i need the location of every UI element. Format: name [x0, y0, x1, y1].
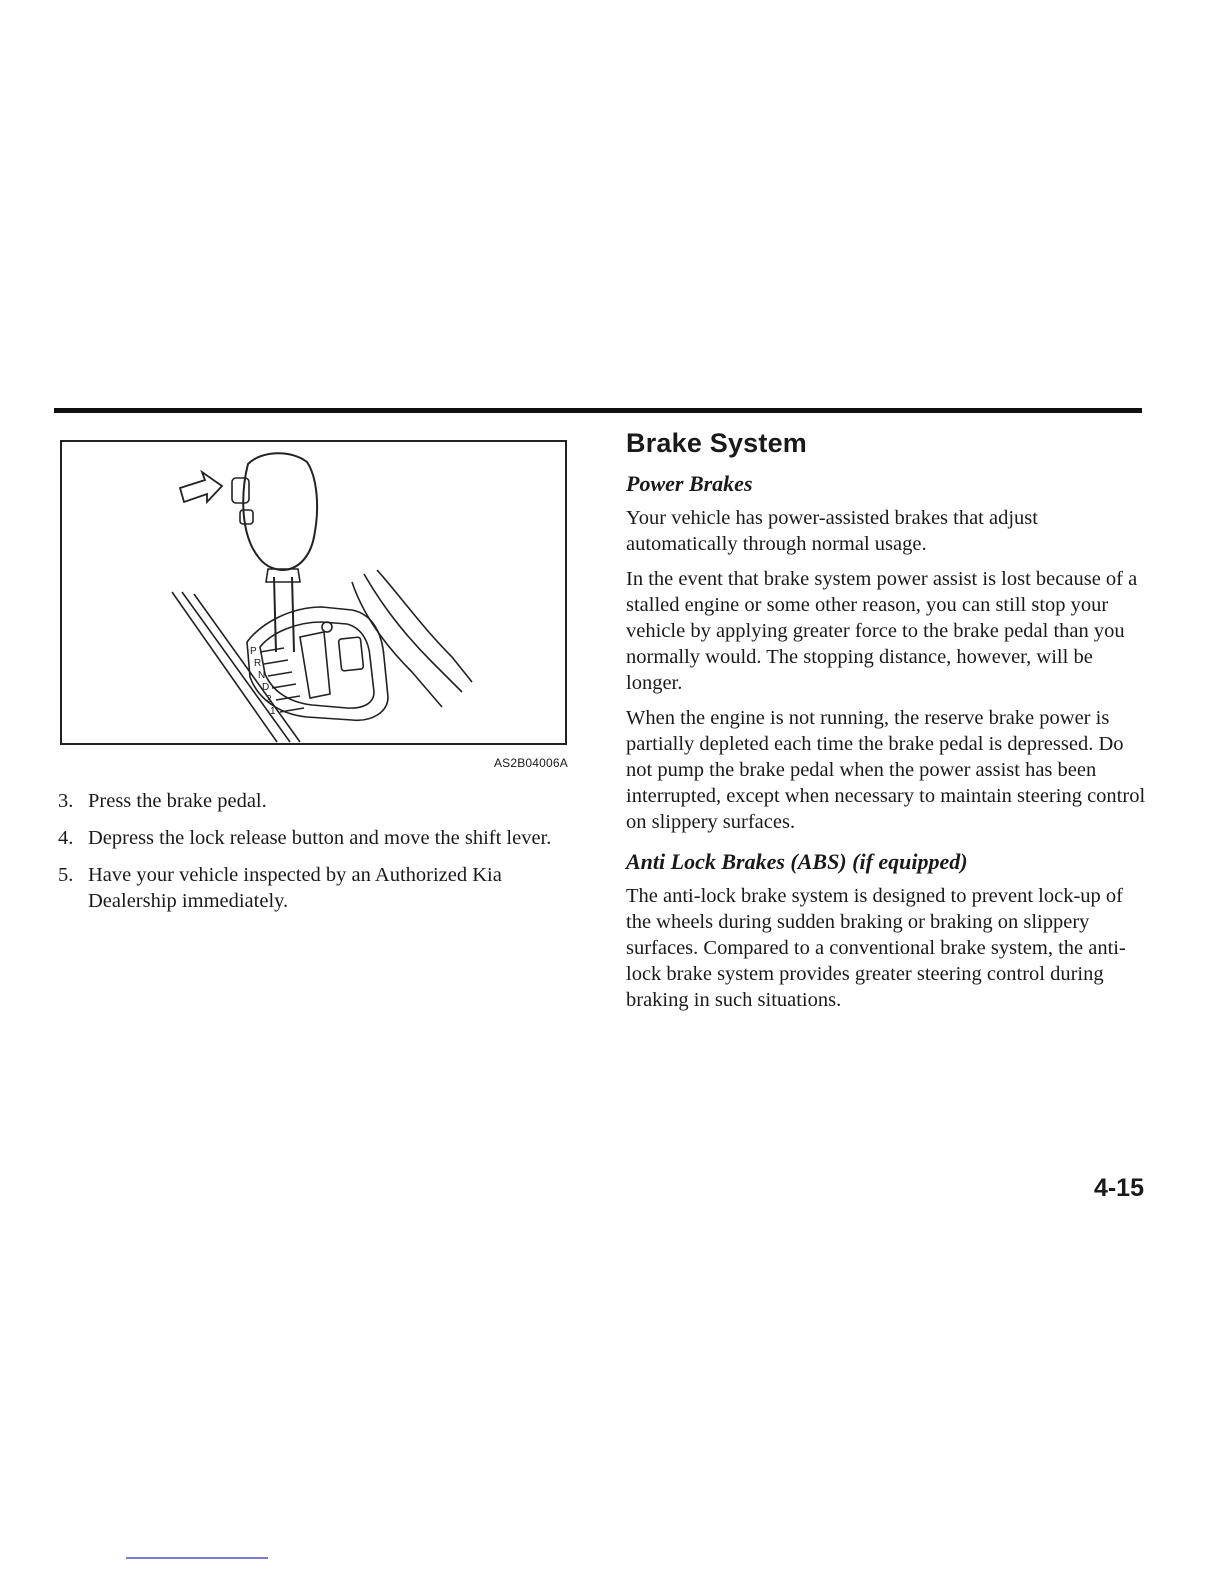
- gear-label-p: P: [250, 646, 257, 657]
- step-text: Depress the lock release button and move the shift lever.: [88, 827, 552, 849]
- brake-system-section: [626, 428, 1146, 1022]
- step-item: [58, 862, 573, 914]
- power-brakes-paragraph: Your vehicle has power-assisted brakes that adjust automatically through normal usage.: [626, 507, 1038, 555]
- power-brakes-paragraph: When the engine is not running, the reserve brake power is partially depleted each time the brake pedal is depressed. Do not pump the brake pedal when the power assist has been interrupted, except when necessary to maintain steering control on slippery surfaces.: [626, 707, 1146, 833]
- shift-lever-illustration: [60, 440, 567, 745]
- gear-label-2: 2: [266, 694, 272, 705]
- step-number: 4.: [58, 827, 74, 849]
- step-number: 5.: [58, 864, 74, 886]
- page-number: 4-15: [1093, 1174, 1144, 1202]
- footer-rule: [126, 1557, 268, 1559]
- gear-label-d: D: [262, 682, 270, 693]
- step-item: [58, 825, 573, 851]
- power-brakes-heading: Power Brakes: [626, 471, 753, 496]
- gear-label-n: N: [258, 670, 266, 681]
- step-text: Press the brake pedal.: [88, 790, 267, 812]
- gear-label-r: R: [254, 658, 262, 669]
- section-title: Brake System: [626, 428, 808, 458]
- abs-paragraph: The anti-lock brake system is designed to prevent lock-up of the wheels during sudden braking or braking on slippery surfaces. Compared to a conventional brake system, the anti-lock brake system provides greater steering control during braking in such situations.: [626, 885, 1126, 1011]
- gear-label-1: 1: [270, 706, 276, 717]
- step-number: 3.: [58, 790, 74, 812]
- power-brakes-paragraph: In the event that brake system power assist is lost because of a stalled engine or some other reason, you can still stop your vehicle by applying greater force to the brake pedal than you normally would. The stopping distance, however, will be longer.: [626, 568, 1138, 694]
- figure-code: AS2B04006A: [493, 756, 568, 770]
- shift-lever-drawing: [62, 442, 565, 743]
- step-list: [58, 788, 573, 925]
- header-rule: [54, 408, 1142, 413]
- abs-heading: Anti Lock Brakes (ABS) (if equipped): [626, 849, 968, 874]
- step-item: [58, 788, 573, 814]
- step-text: Have your vehicle inspected by an Authorized Kia Dealership immediately.: [88, 864, 502, 912]
